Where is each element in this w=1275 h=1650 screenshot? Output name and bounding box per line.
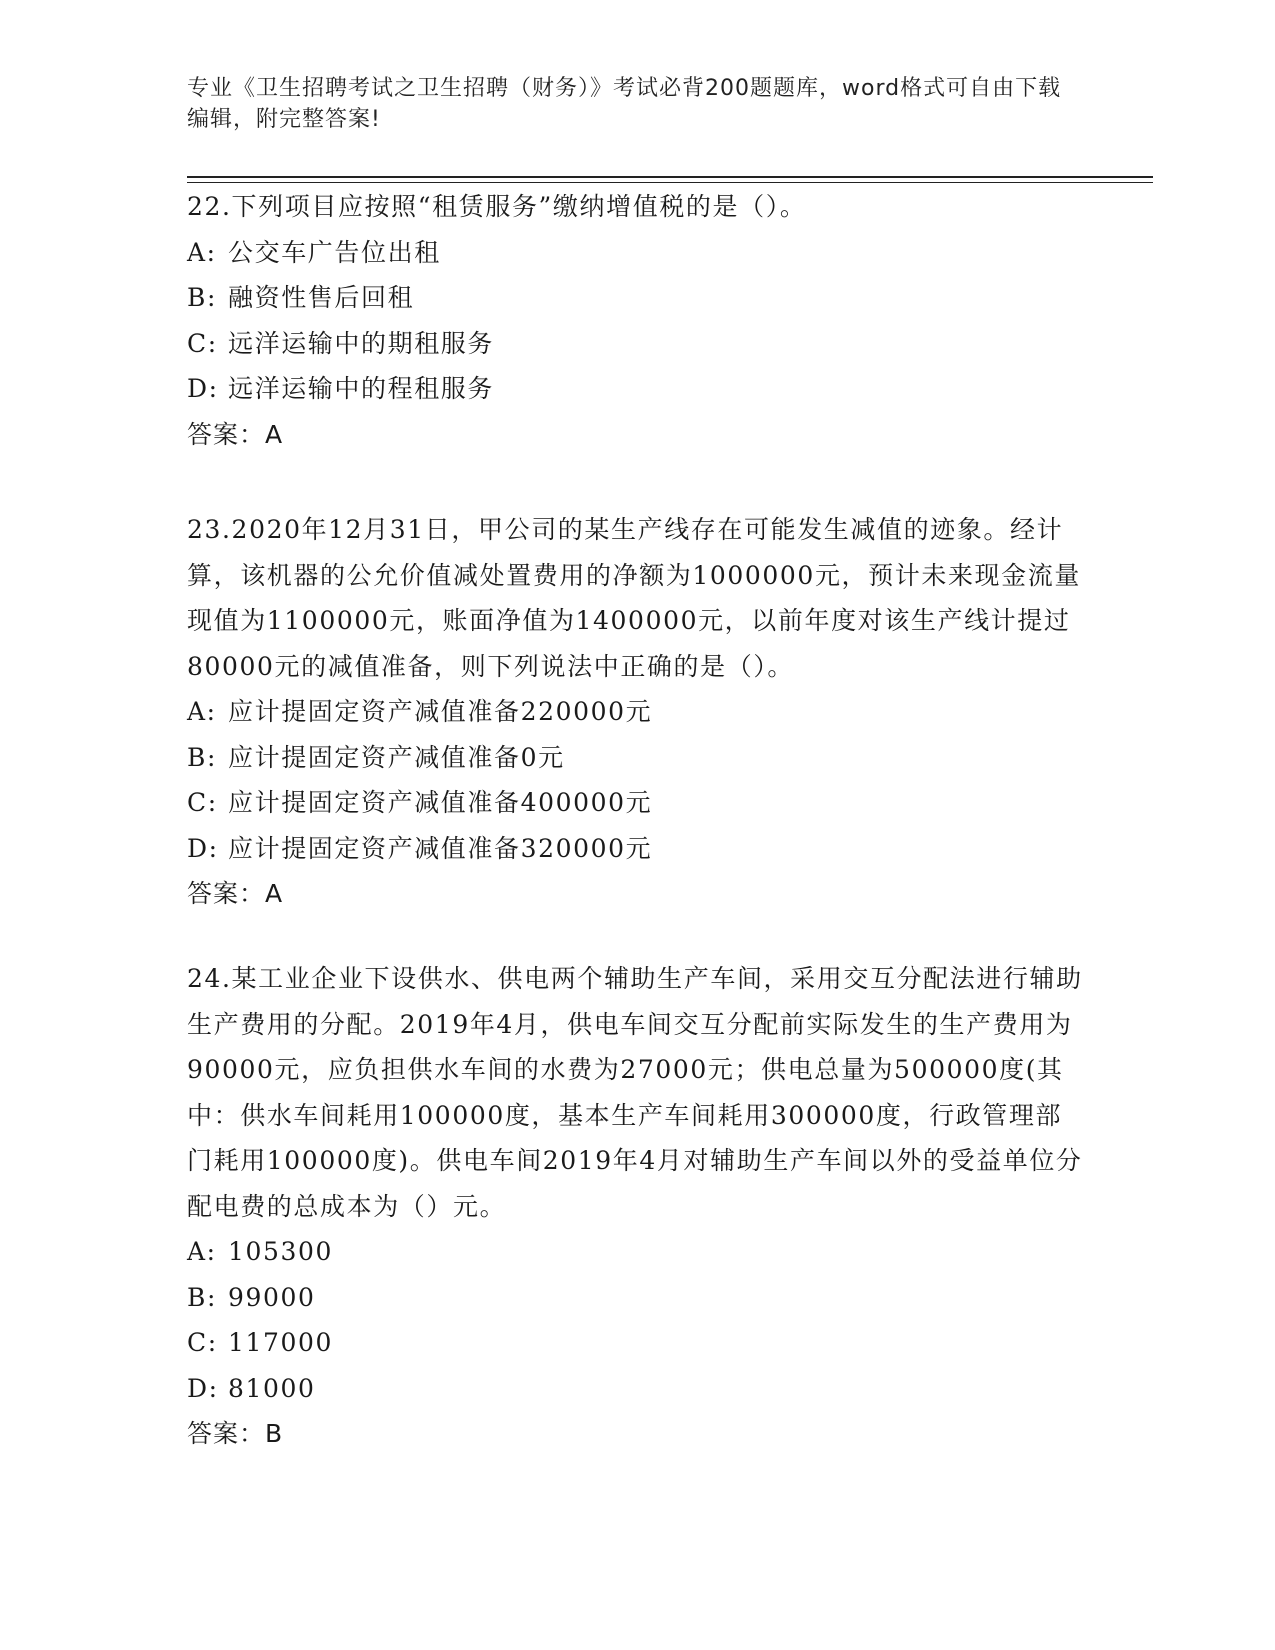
option-text: 117000 bbox=[228, 1328, 334, 1357]
option-key: D: bbox=[187, 833, 219, 863]
option-c bbox=[187, 780, 1087, 826]
option-a bbox=[187, 689, 1087, 735]
option-d bbox=[187, 366, 1087, 412]
option-b bbox=[187, 1275, 1087, 1321]
header-divider-thin bbox=[187, 182, 1153, 183]
document-header: 专业《卫生招聘考试之卫生招聘（财务）》考试必背200题题库，word格式可自由下载编辑，附完整答案! bbox=[187, 76, 1062, 132]
header-divider-thick bbox=[187, 176, 1153, 178]
question-stem: 24.某工业企业下设供水、供电两个辅助生产车间，采用交互分配法进行辅助生产费用的分配。2019年4月，供电车间交互分配前实际发生的生产费用为90000元，应负担供水车间的水费为27000元；供电总量为500000度(其中：供水车间耗用100000度，基本生产车间耗用300000度，行政管理部门耗用100000度)。供电车间2019年4月对辅助生产车间以外的受益单位分配电费的总成本为（）元。 bbox=[187, 964, 1083, 1221]
option-text: 81000 bbox=[228, 1373, 316, 1403]
option-text: 99000 bbox=[228, 1282, 316, 1312]
question-stem: 22.下列项目应按照“租赁服务”缴纳增值税的是（）。 bbox=[187, 192, 807, 221]
option-text: 融资性售后回租 bbox=[228, 283, 415, 312]
question-22 bbox=[187, 184, 1087, 457]
option-key: B: bbox=[187, 742, 217, 772]
option-key: C: bbox=[187, 788, 218, 817]
option-text: 公交车广告位出租 bbox=[228, 237, 441, 267]
option-c bbox=[187, 1320, 1087, 1366]
option-text: 远洋运输中的程租服务 bbox=[228, 374, 495, 403]
answer-line: 答案：B bbox=[187, 1419, 284, 1448]
option-a bbox=[187, 1229, 1087, 1275]
option-key: A: bbox=[187, 1237, 217, 1266]
question-23 bbox=[187, 507, 1087, 917]
option-c bbox=[187, 321, 1087, 367]
question-stem: 23.2020年12月31日，甲公司的某生产线存在可能发生减值的迹象。经计算，该机器的公允价值减处置费用的净额为1000000元，预计未来现金流量现值为1100000元，账面净值为1400000元，以前年度对该生产线计提过80000元的减值准备，则下列说法中正确的是（）。 bbox=[187, 515, 1081, 681]
answer-line: 答案：A bbox=[187, 419, 284, 449]
option-text: 应计提固定资产减值准备220000元 bbox=[228, 697, 653, 726]
option-key: D: bbox=[187, 374, 219, 403]
option-text: 应计提固定资产减值准备0元 bbox=[228, 742, 565, 772]
option-d bbox=[187, 826, 1087, 872]
option-key: C: bbox=[187, 328, 218, 358]
option-key: B: bbox=[187, 1282, 217, 1312]
option-d bbox=[187, 1366, 1087, 1412]
option-b bbox=[187, 275, 1087, 321]
option-key: B: bbox=[187, 283, 217, 312]
option-text: 远洋运输中的期租服务 bbox=[228, 328, 495, 358]
option-text: 105300 bbox=[228, 1237, 334, 1266]
option-key: A: bbox=[187, 237, 217, 267]
answer-line: 答案：A bbox=[187, 879, 284, 908]
option-a bbox=[187, 230, 1087, 276]
option-b bbox=[187, 735, 1087, 781]
option-key: C: bbox=[187, 1328, 218, 1357]
option-key: A: bbox=[187, 697, 217, 726]
option-text: 应计提固定资产减值准备320000元 bbox=[228, 833, 653, 863]
option-key: D: bbox=[187, 1373, 219, 1403]
option-text: 应计提固定资产减值准备400000元 bbox=[228, 788, 653, 817]
question-24 bbox=[187, 956, 1087, 1457]
